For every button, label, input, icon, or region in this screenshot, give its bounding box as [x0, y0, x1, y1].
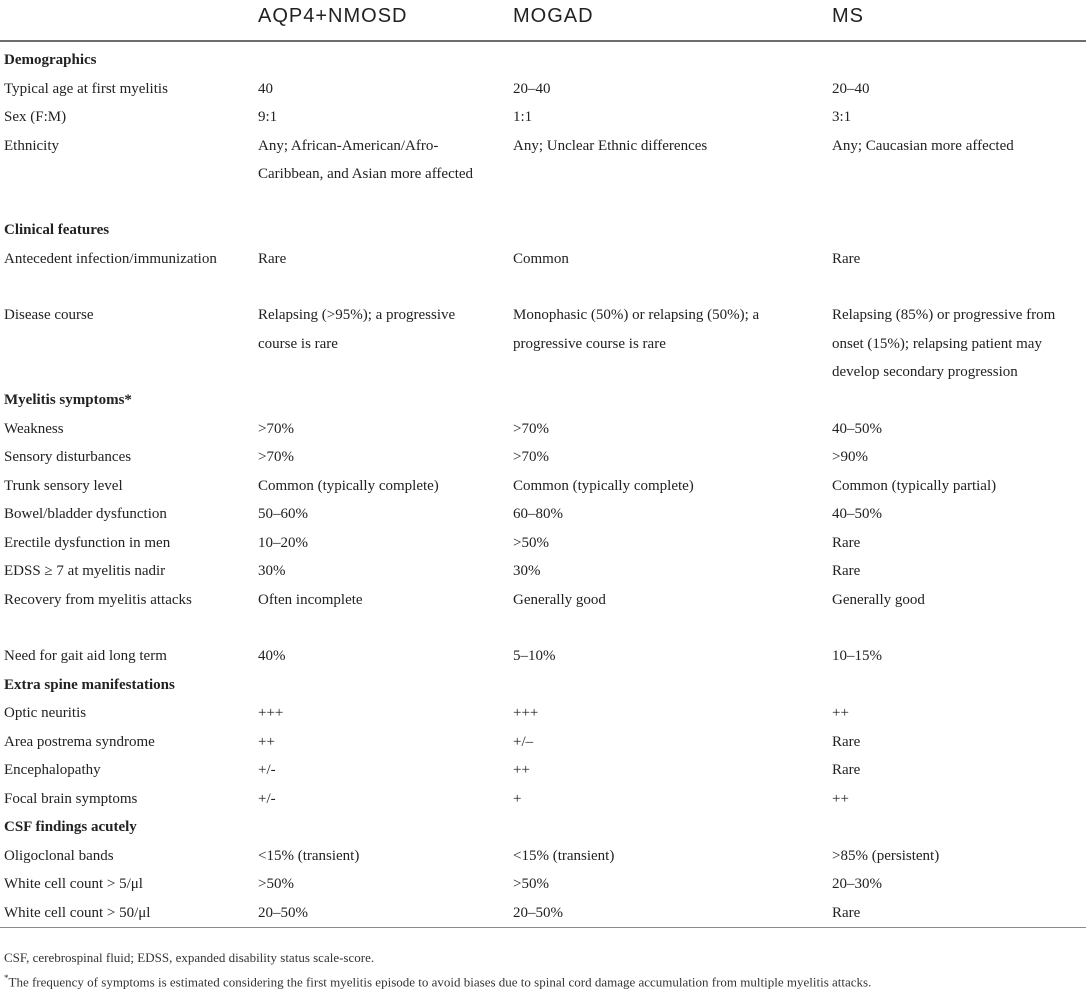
section-title: Extra spine manifestations — [4, 676, 175, 693]
row-label: White cell count > 5/μl — [4, 876, 143, 893]
aqp4-nmosd-cell: Rare — [258, 250, 287, 267]
symptom-footnote — [4, 968, 1084, 992]
ms-cell: >85% (persistent) — [832, 847, 940, 864]
table-row — [0, 245, 1086, 302]
section-header-row — [0, 46, 1086, 75]
mogad-cell: ++ — [513, 762, 530, 779]
table-row — [0, 75, 1086, 104]
ms-cell: Rare — [832, 904, 861, 921]
table-row — [0, 586, 1086, 643]
row-label: White cell count > 50/μl — [4, 904, 151, 921]
row-label: Optic neuritis — [4, 705, 87, 722]
mogad-cell: Generally good — [513, 591, 606, 608]
aqp4-nmosd-cell: 9:1 — [258, 109, 278, 125]
mogad-cell: >70% — [513, 420, 549, 437]
aqp4-nmosd-cell: 10–20% — [258, 534, 308, 551]
ms-cell: 40–50% — [832, 420, 882, 437]
aqp4-nmosd-cell: +++ — [258, 705, 284, 722]
row-label: Focal brain symptoms — [4, 790, 138, 807]
aqp4-nmosd-cell: <15% (transient) — [258, 847, 360, 864]
mogad-cell: >50% — [513, 534, 549, 551]
table-body — [0, 42, 1086, 927]
table-row — [0, 443, 1086, 472]
mogad-cell: +/– — [513, 733, 534, 750]
aqp4-nmosd-cell: 50–60% — [258, 506, 308, 523]
row-label: Antecedent infection/immunization — [4, 250, 217, 267]
mogad-cell: 20–50% — [513, 904, 563, 921]
aqp4-nmosd-cell: ++ — [258, 733, 275, 750]
ms-cell: Common (typically partial) — [832, 477, 997, 494]
mogad-cell: + — [513, 790, 522, 807]
ms-cell: ++ — [832, 790, 849, 807]
section-header-row — [0, 671, 1086, 700]
row-label: Trunk sensory level — [4, 477, 123, 494]
ms-cell: Rare — [832, 733, 861, 750]
table-row — [0, 557, 1086, 586]
row-label: Sensory disturbances — [4, 449, 132, 466]
row-label: Need for gait aid long term — [4, 648, 167, 665]
section-title: Clinical features — [4, 222, 110, 239]
section-title: CSF findings acutely — [4, 819, 137, 836]
table-row — [0, 842, 1086, 871]
ms-cell: Rare — [832, 762, 861, 779]
aqp4-nmosd-cell: +/- — [258, 790, 276, 807]
table-row — [0, 870, 1086, 899]
mogad-cell: 20–40 — [513, 80, 551, 97]
aqp4-nmosd-cell: >70% — [258, 449, 294, 466]
ms-cell: ++ — [832, 705, 849, 722]
row-label: Disease course — [4, 307, 94, 324]
table-row — [0, 301, 1086, 386]
ms-cell: >90% — [832, 449, 868, 466]
mogad-cell: <15% (transient) — [513, 847, 615, 864]
ms-cell: Generally good — [832, 591, 925, 608]
table-row — [0, 899, 1086, 928]
column-header-ms: MS — [832, 5, 864, 27]
aqp4-nmosd-cell: >70% — [258, 420, 294, 437]
ms-cell: 10–15% — [832, 648, 882, 665]
row-label: Oligoclonal bands — [4, 847, 114, 864]
row-label: Encephalopathy — [4, 762, 101, 779]
table-row — [0, 472, 1086, 501]
row-label: Erectile dysfunction in men — [4, 534, 171, 551]
aqp4-nmosd-cell: Often incomplete — [258, 591, 363, 608]
table-row — [0, 103, 1086, 132]
row-label: Area postrema syndrome — [4, 733, 155, 750]
aqp4-nmosd-cell: Any; African-American/Afro-Caribbean, and Asian more affected — [258, 137, 474, 182]
aqp4-nmosd-cell: 40% — [258, 648, 286, 665]
mogad-cell: Monophasic (50%) or relapsing (50%); a progressive course is rare — [513, 307, 760, 352]
ms-cell: 3:1 — [832, 109, 852, 125]
table-row — [0, 642, 1086, 671]
ms-cell: 20–40 — [832, 80, 870, 97]
mogad-cell: Common — [513, 250, 569, 267]
table-row — [0, 415, 1086, 444]
table-row — [0, 529, 1086, 558]
aqp4-nmosd-cell: 20–50% — [258, 904, 308, 921]
mogad-cell: >50% — [513, 876, 549, 893]
mogad-cell: 5–10% — [513, 648, 556, 665]
row-label: Recovery from myelitis attacks — [4, 591, 192, 608]
ms-cell: Any; Caucasian more affected — [832, 137, 1014, 154]
aqp4-nmosd-cell: 30% — [258, 563, 286, 580]
mogad-cell: Any; Unclear Ethnic differences — [513, 137, 708, 154]
ms-cell: 20–30% — [832, 876, 882, 893]
ms-cell: Rare — [832, 534, 861, 551]
ms-cell: 40–50% — [832, 506, 882, 523]
section-header-row — [0, 813, 1086, 842]
row-label: EDSS ≥ 7 at myelitis nadir — [4, 563, 166, 580]
abbreviations-footnote: CSF, cerebrospinal fluid; EDSS, expanded disability status scale-score. — [4, 950, 375, 965]
table-row — [0, 785, 1086, 814]
table-footnotes — [4, 948, 1084, 992]
mogad-cell: +++ — [513, 705, 539, 722]
ms-cell: Rare — [832, 250, 861, 267]
row-label: Ethnicity — [4, 137, 59, 154]
aqp4-nmosd-cell: Common (typically complete) — [258, 477, 439, 494]
ms-cell: Rare — [832, 563, 861, 580]
row-label: Typical age at first myelitis — [4, 80, 168, 97]
row-label: Weakness — [4, 420, 64, 437]
symptom-footnote-text: The frequency of symptoms is estimated considering the first myelitis episode to avoid biases due to spinal cord damage accumulation from multiple myelitis attacks. — [8, 974, 872, 990]
table-row — [0, 699, 1086, 728]
mogad-cell: 1:1 — [513, 109, 533, 125]
table-row — [0, 132, 1086, 217]
mogad-cell: Common (typically complete) — [513, 477, 694, 494]
mogad-cell: 30% — [513, 563, 541, 580]
aqp4-nmosd-cell: Relapsing (>95%); a progressive course is rare — [258, 307, 456, 352]
aqp4-nmosd-cell: 40 — [258, 80, 273, 97]
row-label: Bowel/bladder dysfunction — [4, 506, 167, 523]
table-row — [0, 756, 1086, 785]
table-row — [0, 500, 1086, 529]
aqp4-nmosd-cell: +/- — [258, 762, 276, 779]
row-label: Sex (F:M) — [4, 109, 67, 125]
section-header-row — [0, 386, 1086, 415]
footnote-marker: * — [4, 973, 9, 983]
column-header-mogad: MOGAD — [513, 5, 594, 27]
aqp4-nmosd-cell: >50% — [258, 876, 294, 893]
ms-cell: Relapsing (85%) or progressive from onset (15%); relapsing patient may develop secondary progression — [832, 307, 1056, 381]
section-header-row — [0, 216, 1086, 245]
table-header-row — [0, 0, 1086, 40]
section-title: Demographics — [4, 52, 97, 68]
mogad-cell: >70% — [513, 449, 549, 466]
section-title: Myelitis symptoms* — [4, 392, 132, 409]
column-header-aqp4-nmosd: AQP4+NMOSD — [258, 5, 408, 27]
table-row — [0, 728, 1086, 757]
table-bottom-divider — [0, 927, 1086, 928]
mogad-cell: 60–80% — [513, 506, 563, 523]
